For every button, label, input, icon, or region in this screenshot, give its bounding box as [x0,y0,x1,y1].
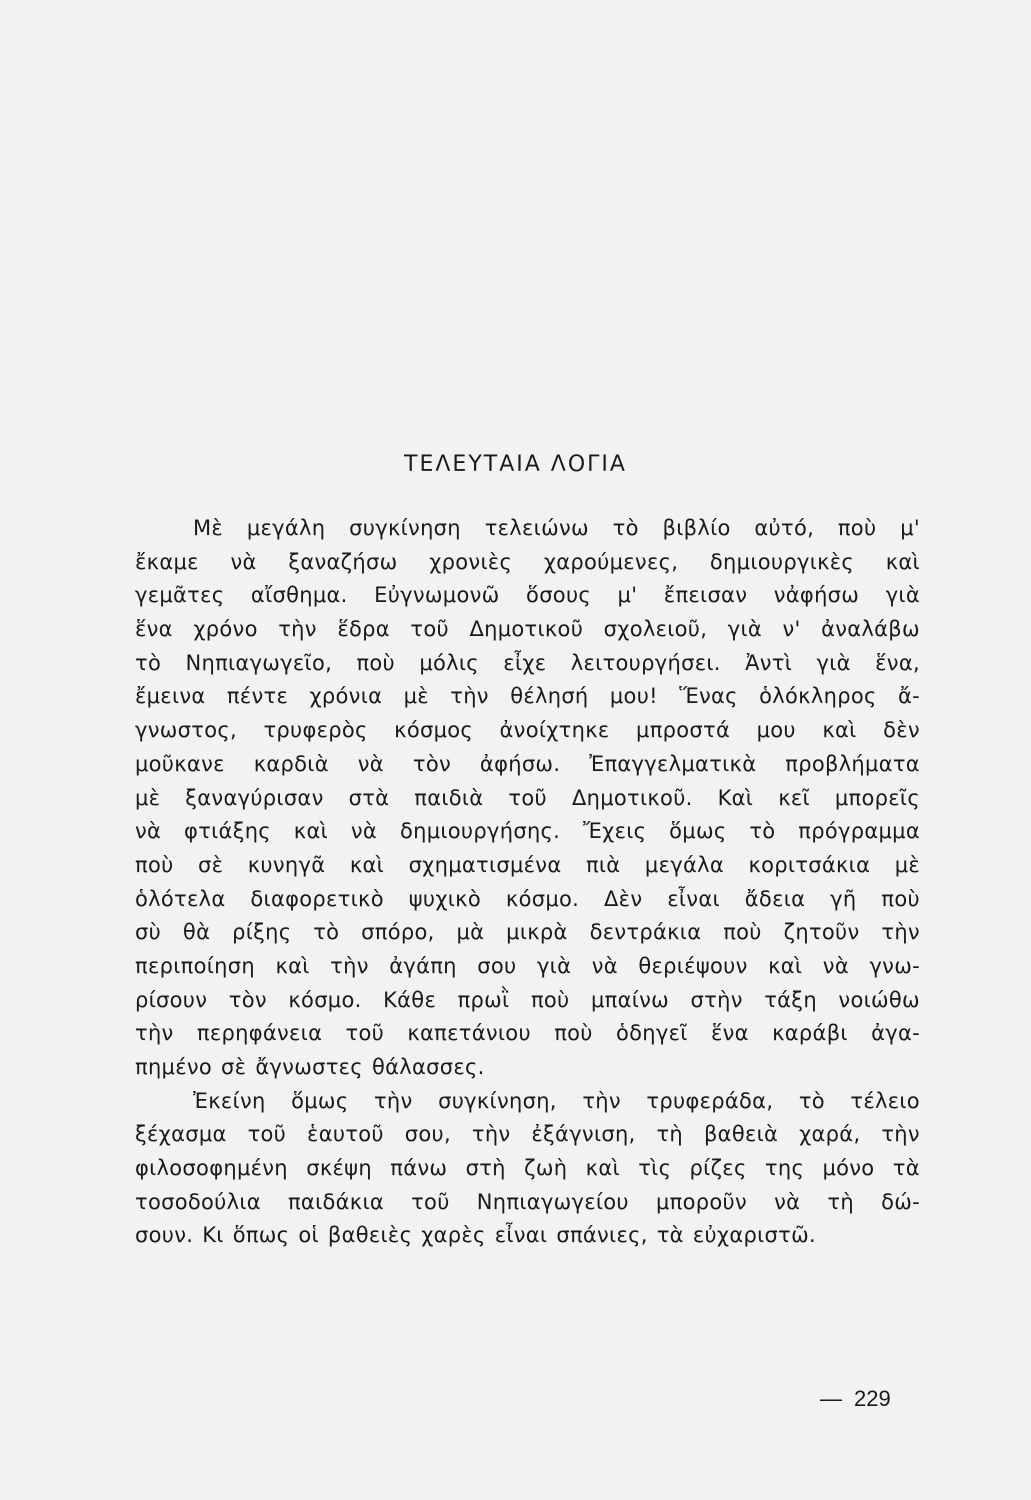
text-line: τὸ Νηπιαγωγεῖο, ποὺ μόλις εἶχε λειτουργήσει. Ἀντὶ γιὰ ἕνα, [135,650,920,675]
text-line: πημένο σὲ ἄγνωστες θάλασσες. [135,1055,485,1079]
page-number [820,1386,891,1412]
chapter-title: ΤΕΛΕΥΤΑΙΑ ΛΟΓΙΑ [404,452,627,477]
text-line: γνωστος, τρυφερὸς κόσμος ἀνοίχτηκε μπροστά μου καὶ δὲν [135,718,920,743]
page-number-value: 229 [854,1386,891,1411]
text-line: ἕνα χρόνο τὴν ἕδρα τοῦ Δημοτικοῦ σχολειοῦ, γιὰ ν' ἀναλάβω [135,617,920,642]
paragraph [135,512,920,1085]
text-line: τὴν περηφάνεια τοῦ καπετάνιου ποὺ ὁδηγεῖ ἕνα καράβι ἀγα- [135,1021,920,1046]
text-line: μὲ ξαναγύρισαν στὰ παιδιὰ τοῦ Δημοτικοῦ. Καὶ κεῖ μπορεῖς [135,785,920,810]
text-line: ποὺ σὲ κυνηγᾶ καὶ σχηματισμένα πιὰ μεγάλα κοριτσάκια μὲ [135,852,920,877]
text-line: σὺ θὰ ρίξης τὸ σπόρο, μὰ μικρὰ δεντράκια ποὺ ζητοῦν τὴν [135,920,920,945]
text-line: ἔκαμε νὰ ξαναζήσω χρονιὲς χαρούμενες, δημιουργικὲς καὶ [135,549,920,574]
text-line: ὁλότελα διαφορετικὸ ψυχικὸ κόσμο. Δὲν εἶναι ἄδεια γῆ ποὺ [135,886,920,911]
text-line: νὰ φτιάξης καὶ νὰ δημιουργήσης. Ἔχεις ὅμως τὸ πρόγραμμα [135,819,920,844]
paragraph [135,1085,920,1253]
text-line: Ἐκείνη ὅμως τὴν συγκίνηση, τὴν τρυφεράδα, τὸ τέλειο [193,1088,920,1113]
text-line: μοῦκανε καρδιὰ νὰ τὸν ἀφήσω. Ἐπαγγελματικὰ προβλήματα [135,751,920,776]
text-line: περιποίηση καὶ τὴν ἀγάπη σου γιὰ νὰ θεριέψουν καὶ νὰ γνω- [135,953,920,978]
text-line: ξέχασμα τοῦ ἑαυτοῦ σου, τὴν ἐξάγνιση, τὴ βαθειὰ χαρά, τὴν [135,1122,920,1147]
text-line: Μὲ μεγάλη συγκίνηση τελειώνω τὸ βιβλίο αὐτό, ποὺ μ' [193,516,920,540]
body-text [135,512,920,1253]
text-line: τοσοδούλια παιδάκια τοῦ Νηπιαγωγείου μποροῦν νὰ τὴ δώ- [135,1189,920,1214]
text-line: γεμᾶτες αἴσθημα. Εὐγνωμονῶ ὅσους μ' ἔπεισαν νἀφήσω γιὰ [135,583,920,608]
text-line: ἔμεινα πέντε χρόνια μὲ τὴν θέλησή μου! Ἕνας ὁλόκληρος ἄ- [135,684,920,709]
text-line: ρίσουν τὸν κόσμο. Κάθε πρωῒ ποὺ μπαίνω στὴν τάξη νοιώθω [135,987,920,1012]
page-number-dash: — [820,1386,842,1411]
text-line: σουν. Κι ὅπως οἱ βαθειὲς χαρὲς εἶναι σπάνιες, τὰ εὐχαριστῶ. [135,1223,816,1248]
text-line: φιλοσοφημένη σκέψη πάνω στὴ ζωὴ καὶ τὶς ρίζες της μόνο τὰ [135,1156,920,1181]
